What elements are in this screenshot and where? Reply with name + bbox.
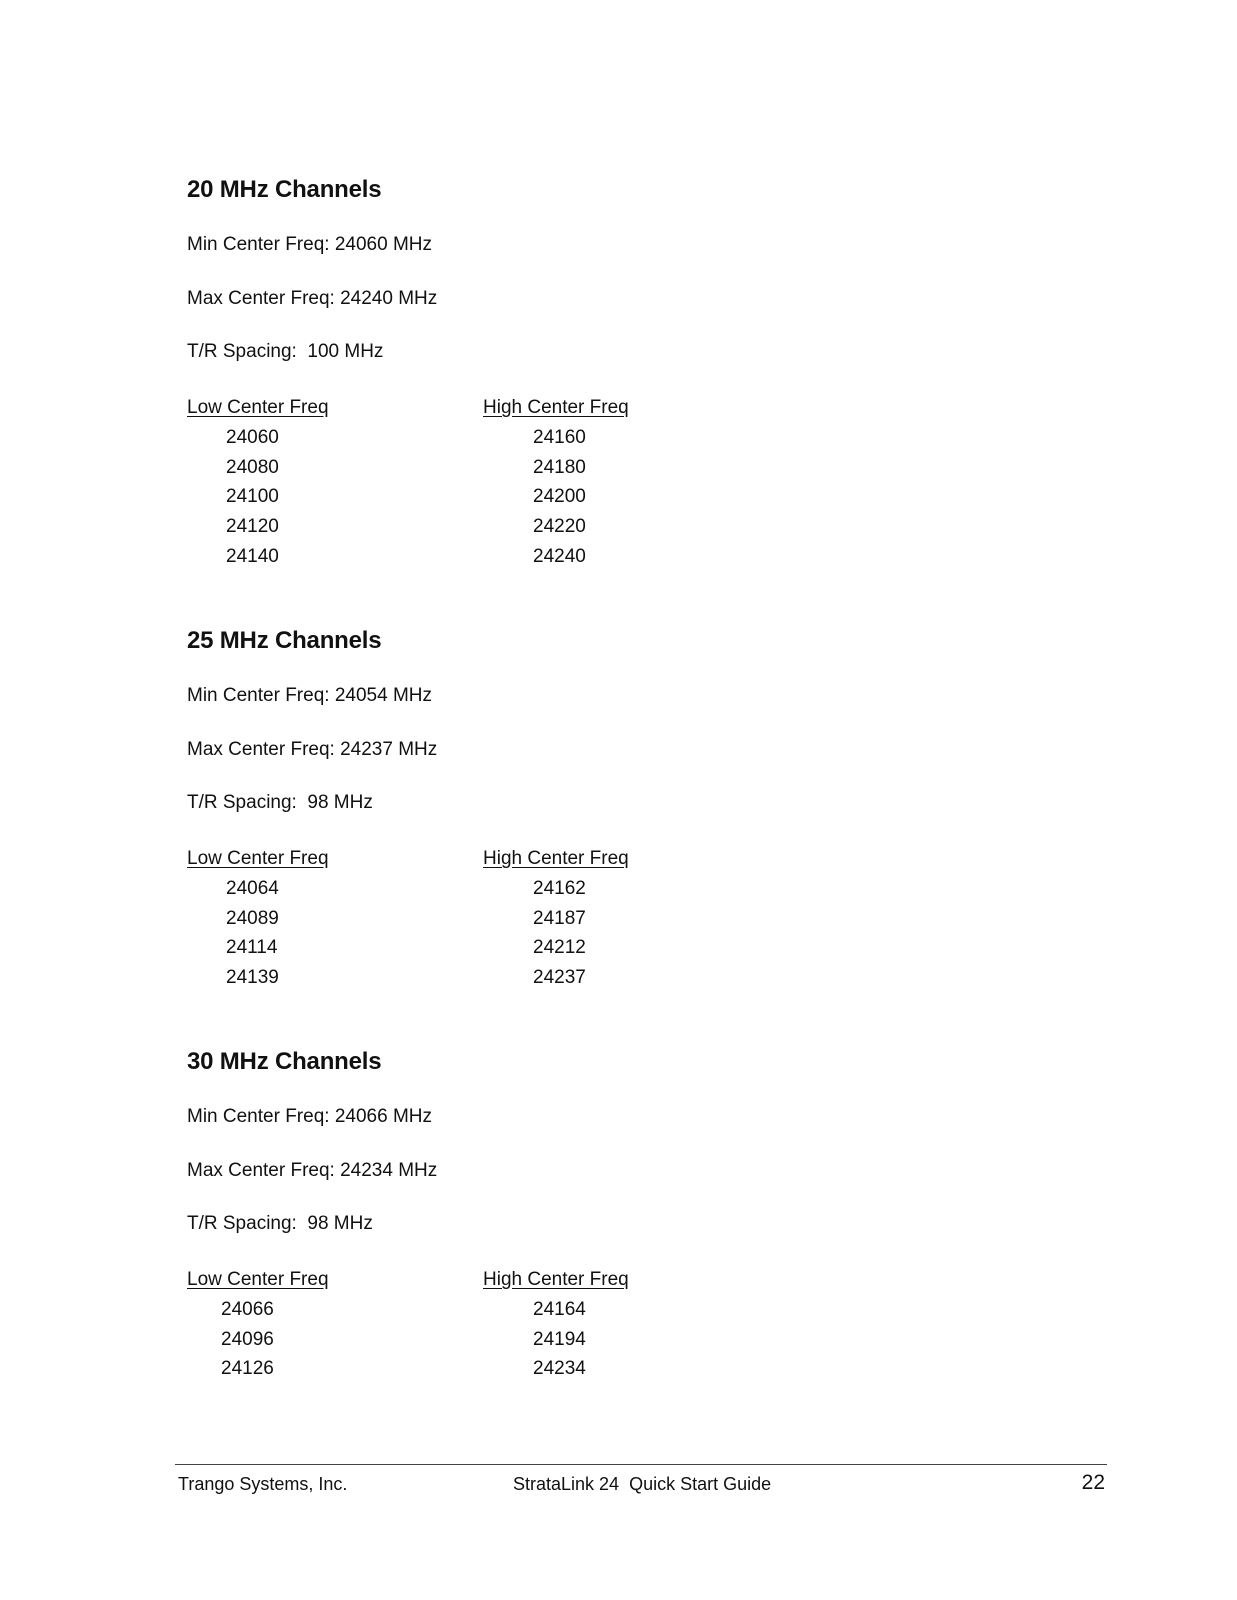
- high-freq-value: 24240: [533, 545, 586, 567]
- high-freq-value: 24237: [533, 967, 586, 989]
- low-center-freq-header: Low Center Freq: [187, 1269, 329, 1290]
- low-freq-column: [226, 878, 279, 997]
- low-freq-column: [221, 1299, 274, 1388]
- max-center-freq: Max Center Freq: 24237 MHz: [187, 739, 438, 760]
- low-freq-value: 24064: [226, 878, 279, 899]
- high-freq-value: 24187: [533, 907, 586, 929]
- tr-spacing: T/R Spacing: 100 MHz: [187, 341, 384, 362]
- high-freq-value: 24194: [533, 1328, 586, 1350]
- high-center-freq-header: High Center Freq: [483, 1269, 629, 1290]
- high-freq-column: [533, 1299, 586, 1388]
- max-center-freq: Max Center Freq: 24234 MHz: [187, 1160, 438, 1181]
- high-freq-column: [533, 427, 586, 575]
- section-heading: 25 MHz Channels: [187, 627, 382, 654]
- high-center-freq-header: High Center Freq: [483, 848, 629, 869]
- low-freq-value: 24080: [226, 456, 279, 478]
- low-freq-value: 24140: [226, 545, 279, 567]
- high-freq-value: 24220: [533, 516, 586, 538]
- high-freq-value: 24180: [533, 456, 586, 478]
- footer-guide-title: StrataLink 24 Quick Start Guide: [513, 1474, 772, 1494]
- low-freq-value: 24120: [226, 516, 279, 538]
- low-center-freq-header: Low Center Freq: [187, 848, 329, 869]
- tr-spacing: T/R Spacing: 98 MHz: [187, 1213, 373, 1234]
- tr-spacing: T/R Spacing: 98 MHz: [187, 792, 373, 813]
- max-center-freq: Max Center Freq: 24240 MHz: [187, 288, 438, 309]
- min-center-freq: Min Center Freq: 24060 MHz: [187, 234, 432, 255]
- footer-divider: [175, 1464, 1107, 1465]
- low-center-freq-header: Low Center Freq: [187, 397, 329, 418]
- low-freq-value: 24139: [226, 967, 279, 989]
- min-center-freq: Min Center Freq: 24066 MHz: [187, 1106, 432, 1127]
- section-20mhz: [187, 176, 787, 567]
- low-freq-column: [226, 427, 279, 575]
- low-freq-value: 24126: [221, 1358, 274, 1380]
- footer-company: Trango Systems, Inc.: [178, 1474, 348, 1494]
- section-heading: 20 MHz Channels: [187, 176, 382, 203]
- high-freq-value: 24162: [533, 878, 586, 899]
- section-30mhz: [187, 1048, 787, 1380]
- low-freq-value: 24089: [226, 907, 279, 929]
- high-freq-value: 24234: [533, 1358, 586, 1380]
- high-freq-value: 24212: [533, 937, 586, 959]
- high-freq-value: 24164: [533, 1299, 586, 1320]
- high-center-freq-header: High Center Freq: [483, 397, 629, 418]
- high-freq-value: 24200: [533, 486, 586, 508]
- min-center-freq: Min Center Freq: 24054 MHz: [187, 685, 432, 706]
- low-freq-value: 24114: [226, 937, 278, 959]
- low-freq-value: 24096: [221, 1328, 274, 1350]
- low-freq-value: 24060: [226, 427, 279, 448]
- section-heading: 30 MHz Channels: [187, 1048, 382, 1075]
- low-freq-value: 24100: [226, 486, 279, 508]
- page-number: 22: [1081, 1471, 1105, 1494]
- section-25mhz: [187, 627, 787, 989]
- high-freq-column: [533, 878, 586, 997]
- low-freq-value: 24066: [221, 1299, 274, 1320]
- high-freq-value: 24160: [533, 427, 586, 448]
